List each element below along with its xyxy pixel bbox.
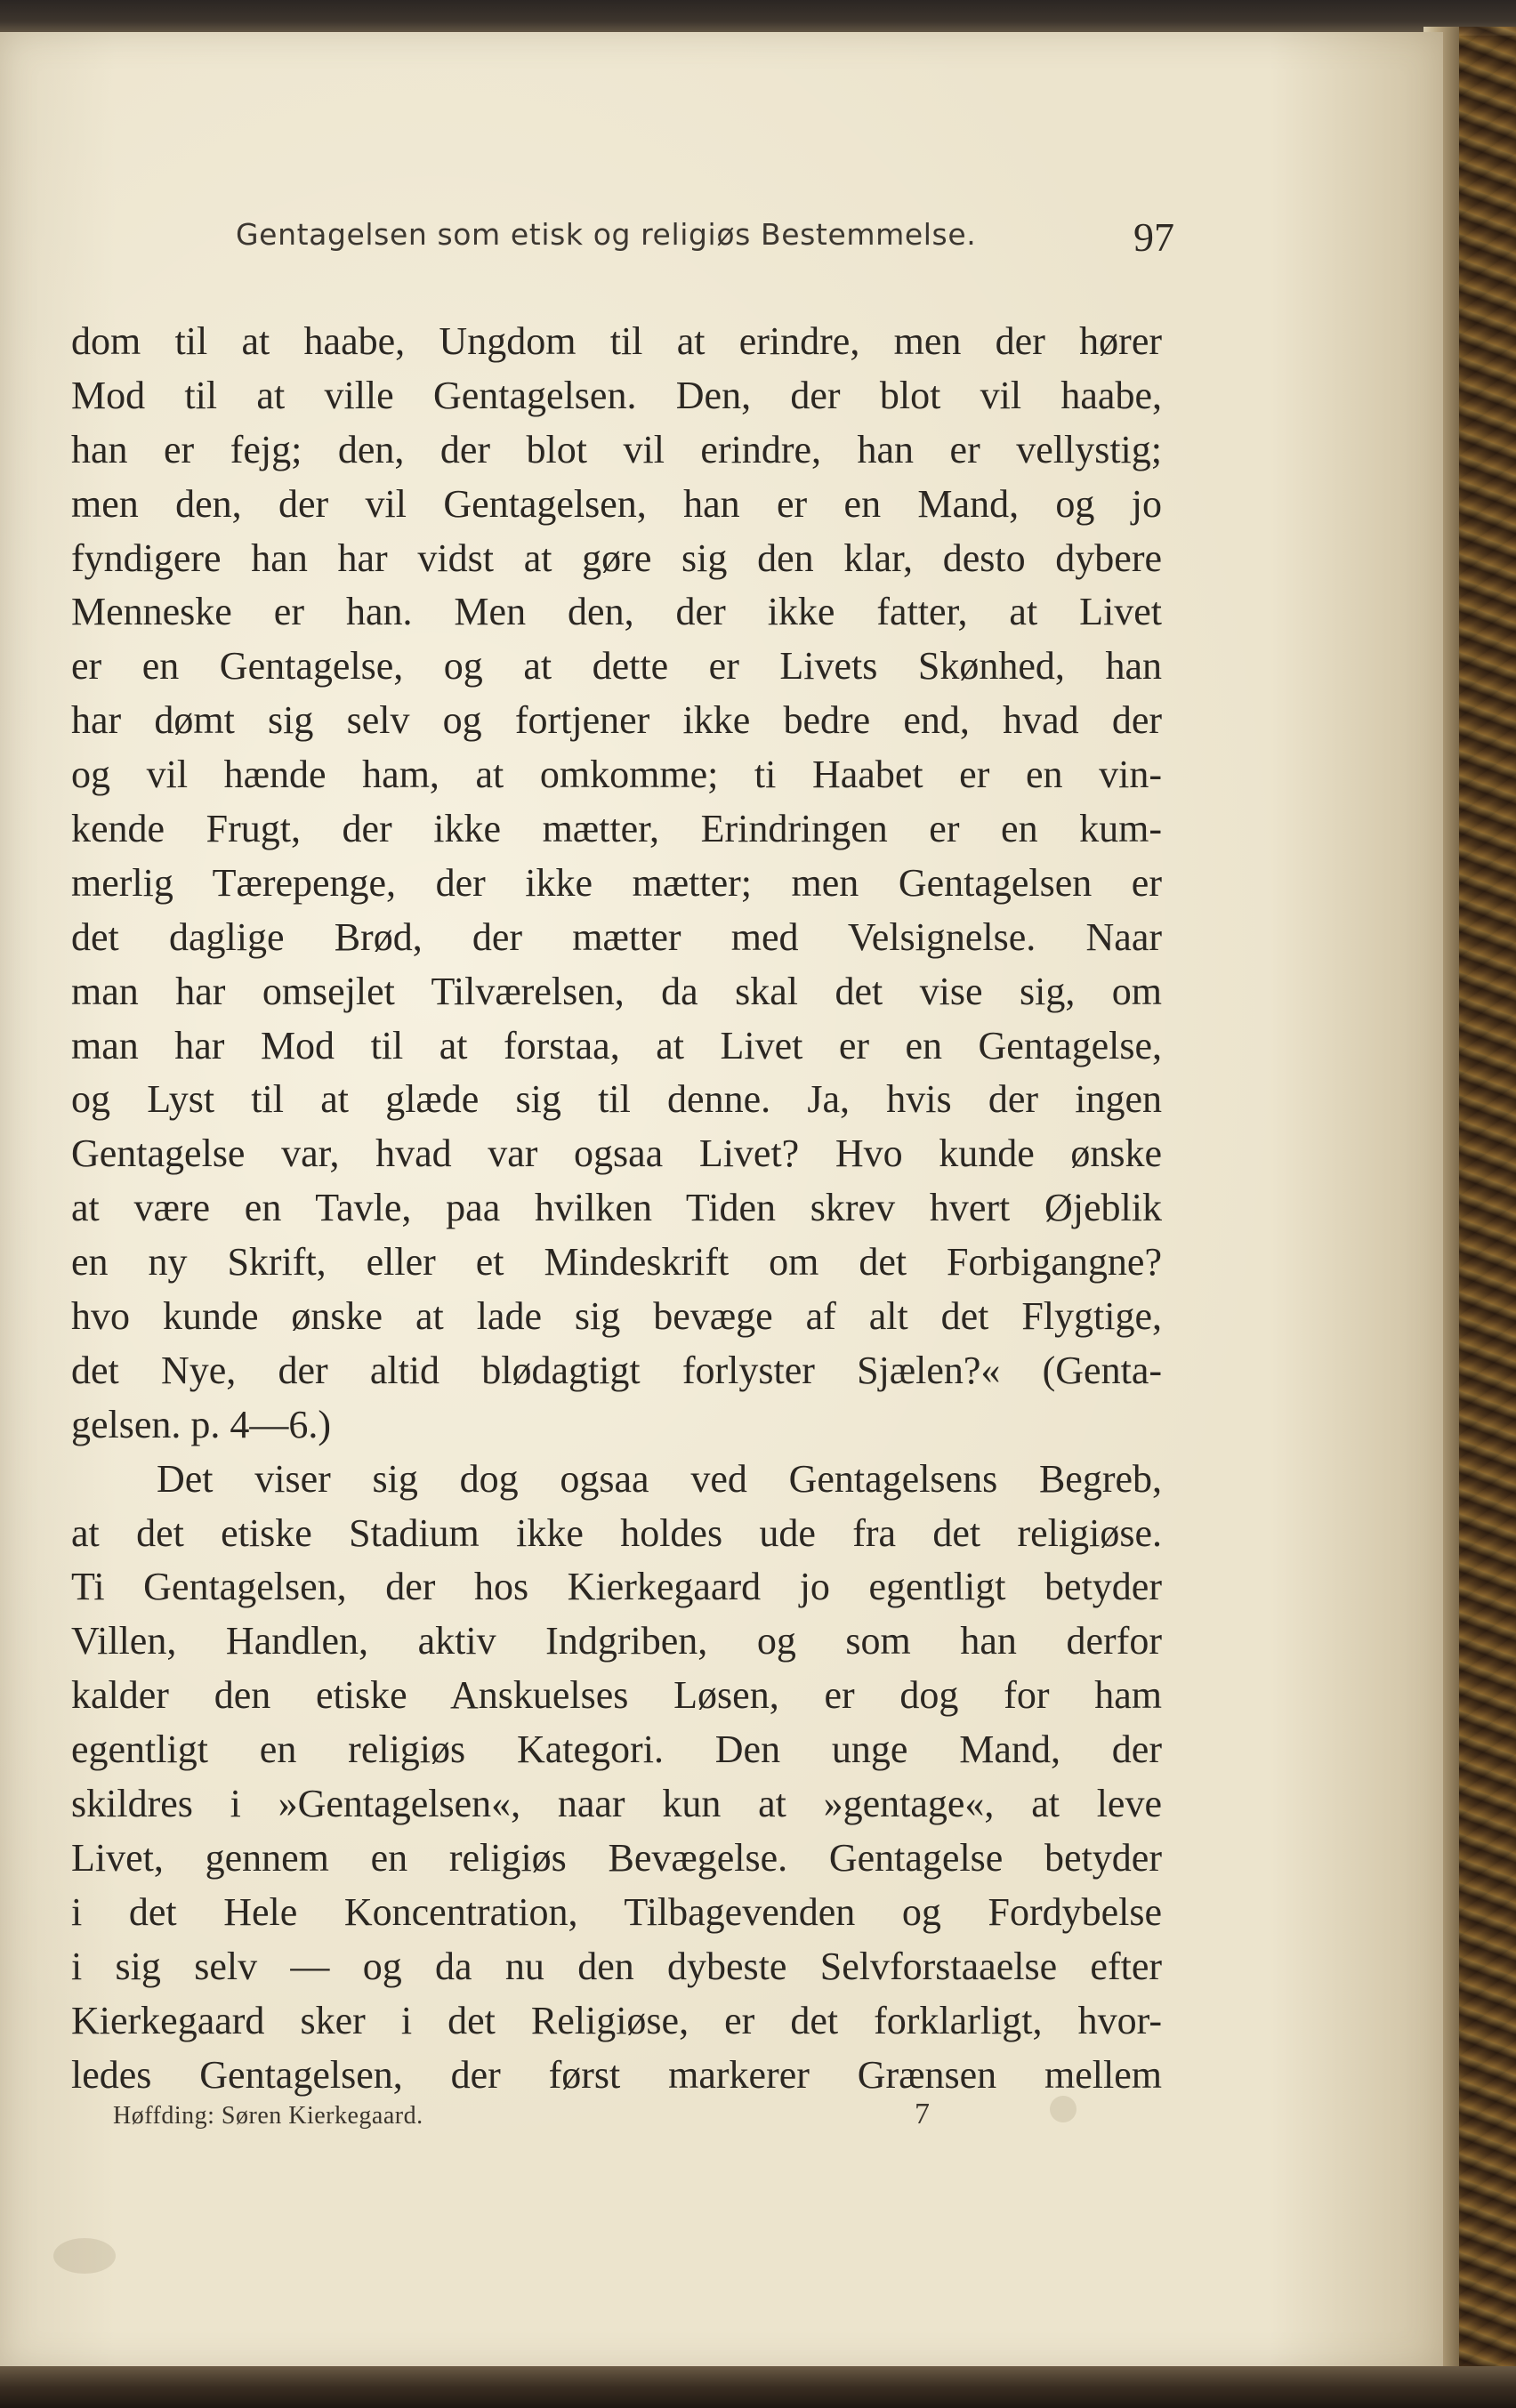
text-line: hvo kunde ønske at lade sig bevæge af alt det Flygtige, [71,1294,1162,1339]
paragraph-start-line: Det viser sig dog ogsaa ved Gentagelsens Begreb, [157,1456,1162,1501]
text-line: fyndigere han har vidst at gøre sig den klar, desto dybere [71,536,1162,580]
text-line: i sig selv — og da nu den dybeste Selvforstaaelse efter [71,1944,1162,1988]
text-line: han er fejg; den, der blot vil erindre, han er vellystig; [71,427,1162,471]
text-line: har dømt sig selv og fortjener ikke bedre end, hvad der [71,698,1162,743]
running-head-title: Gentagelsen som etisk og religiøs Bestemmelse. [236,217,977,252]
text-line: man har Mod til at forstaa, at Livet er en Gentagelse, [71,1023,1162,1067]
text-line: Livet, gennem en religiøs Bevægelse. Gentagelse betyder [71,1835,1162,1880]
sheet-signature-number: 7 [915,2098,930,2130]
text-line: skildres i »Gentagelsen«, naar kun at »gentage«, at leve [71,1782,1162,1826]
text-line: er en Gentagelse, og at dette er Livets Skønhed, han [71,644,1162,689]
scan-bottom-border [0,2366,1516,2408]
body-text [71,315,1162,2102]
text-line: merlig Tærepenge, der ikke mætter; men Gentagelsen er [71,860,1162,905]
text-line: kende Frugt, der ikke mætter, Erindringen er en kum- [71,807,1162,851]
text-line: ledes Gentagelsen, der først markerer Grænsen mellem [71,2052,1162,2097]
text-line: at være en Tavle, paa hvilken Tiden skrev hvert Øjeblik [71,1186,1162,1230]
text-line: i det Hele Koncentration, Tilbagevenden og Fordybelse [71,1889,1162,1934]
text-line: Ti Gentagelsen, der hos Kierkegaard jo egentligt betyder [71,1565,1162,1609]
text-line: Menneske er han. Men den, der ikke fatter, at Livet [71,590,1162,634]
paper-stain [53,2238,116,2274]
book-page [0,32,1443,2370]
running-head [236,214,1174,270]
printer-signature: Høffding: Søren Kierkegaard. [113,2102,423,2130]
text-line: gelsen. p. 4—6.) [71,1402,332,1446]
text-line: en ny Skrift, eller et Mindeskrift om det Forbigangne? [71,1240,1162,1285]
text-line: og Lyst til at glæde sig til denne. Ja, hvis der ingen [71,1077,1162,1122]
text-line: Gentagelse var, hvad var ogsaa Livet? Hvo kunde ønske [71,1132,1162,1176]
text-line: dom til at haabe, Ungdom til at erindre, men der hører [71,319,1162,363]
text-line: det daglige Brød, der mætter med Velsignelse. Naar [71,914,1162,959]
text-line: men den, der vil Gentagelsen, han er en Mand, og jo [71,481,1162,526]
text-line: det Nye, der altid blødagtigt forlyster Sjælen?« (Genta- [71,1348,1162,1392]
text-line: og vil hænde ham, at omkomme; ti Haabet er en vin- [71,753,1162,797]
text-line: Villen, Handlen, aktiv Indgriben, og som han derfor [71,1619,1162,1663]
text-line: man har omsejlet Tilværelsen, da skal det vise sig, om [71,969,1162,1013]
scan-top-border [0,0,1516,36]
text-line: Mod til at ville Gentagelsen. Den, der blot vil haabe, [71,373,1162,417]
text-line: Kierkegaard sker i det Religiøse, er det forklarligt, hvor- [71,1998,1162,2042]
text-line: egentligt en religiøs Kategori. Den unge Mand, der [71,1727,1162,1772]
text-line: kalder den etiske Anskuelses Løsen, er dog for ham [71,1673,1162,1718]
text-line: at det etiske Stadium ikke holdes ude fra det religiøse. [71,1510,1162,1555]
marbled-book-edge [1459,27,1516,2375]
page-number: 97 [1133,214,1174,260]
